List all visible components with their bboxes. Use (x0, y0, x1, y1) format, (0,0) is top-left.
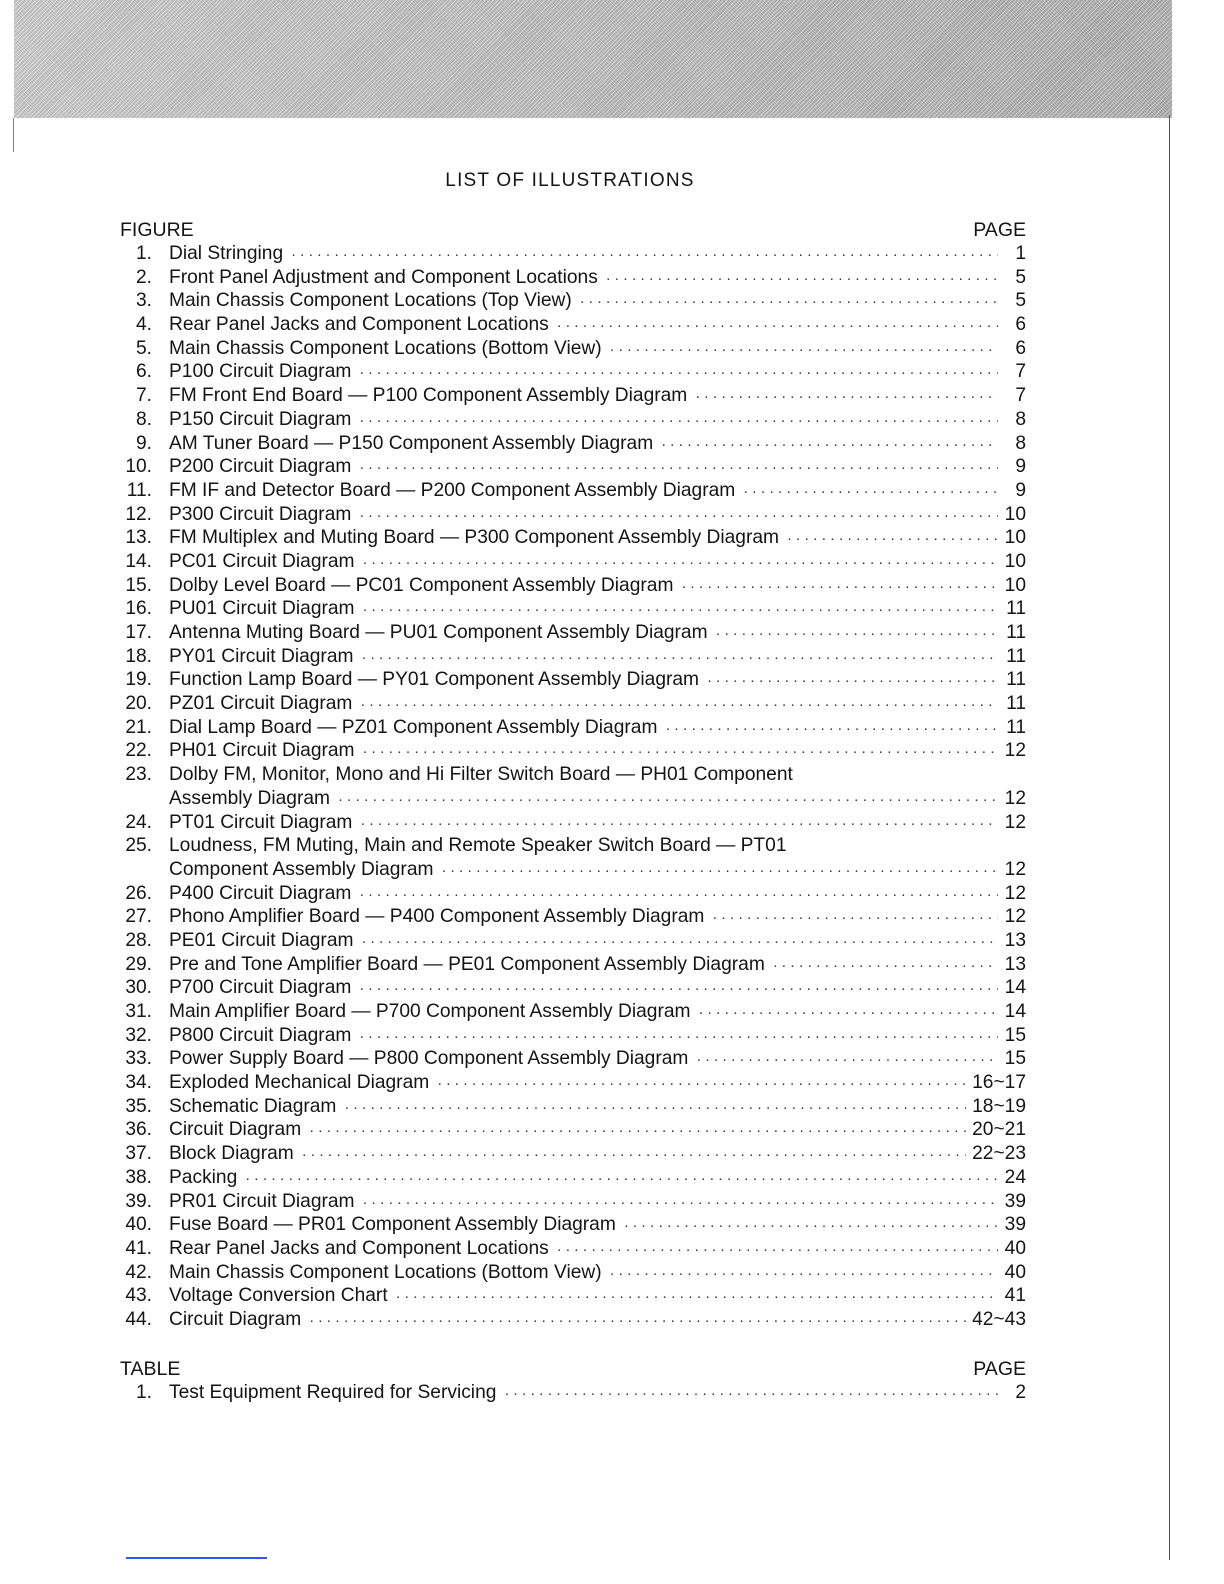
figure-entry (118, 1166, 1026, 1190)
figure-entry (118, 526, 1026, 550)
entry-number: 16. (125, 598, 152, 620)
entry-title: PY01 Circuit Diagram (169, 645, 354, 667)
figure-entry (118, 882, 1026, 906)
entry-number: 37. (125, 1143, 152, 1165)
entry-page: 40 (1004, 1261, 1026, 1283)
entry-title: Power Supply Board — P800 Component Assembly Diagram (169, 1048, 689, 1070)
dot-leader (665, 717, 998, 741)
page-edge-right (1169, 115, 1170, 1560)
figure-entry (118, 763, 1026, 787)
dot-leader (610, 1262, 998, 1286)
entry-page: 39 (1004, 1214, 1026, 1236)
entry-page: 14 (1004, 1001, 1026, 1022)
footer-rule (126, 1557, 267, 1559)
figure-entry (118, 739, 1026, 763)
dot-leader (359, 883, 998, 907)
entry-page: 10 (1004, 550, 1026, 572)
entry-page: 11 (1006, 693, 1026, 715)
entry-page: 11 (1006, 598, 1026, 620)
entry-number: 44. (125, 1308, 152, 1330)
entry-number: 36. (125, 1119, 152, 1141)
entry-title: Rear Panel Jacks and Component Locations (169, 1237, 549, 1259)
entry-page: 39 (1004, 1190, 1026, 1212)
dot-leader (773, 954, 998, 978)
entry-title: FM Multiplex and Muting Board — P300 Component Assembly Diagram (169, 527, 780, 549)
dot-leader (338, 788, 998, 812)
figure-entry (118, 1308, 1026, 1332)
entry-page: 24 (1004, 1166, 1026, 1188)
entry-title: Function Lamp Board — PY01 Component Assembly Diagram (169, 669, 700, 691)
table-section-header (120, 1357, 1026, 1381)
entry-title: Component Assembly Diagram (169, 858, 434, 880)
figure-entry (118, 976, 1026, 1000)
figure-entry (118, 408, 1026, 432)
figure-entry (118, 1118, 1026, 1142)
dot-leader (437, 1072, 966, 1096)
entry-number: 1. (135, 243, 152, 264)
figure-column-label: FIGURE (120, 218, 194, 241)
figure-entry (118, 1047, 1026, 1071)
dot-leader (245, 1167, 998, 1191)
entry-title: Loudness, FM Muting, Main and Remote Speaker Switch Board — PT01 (169, 835, 787, 857)
entry-number: 38. (125, 1166, 152, 1188)
entry-page: 6 (1015, 314, 1026, 336)
dot-leader (661, 433, 998, 457)
dot-leader (606, 267, 998, 291)
entry-page: 15 (1004, 1048, 1026, 1070)
figure-entry (118, 1190, 1026, 1214)
entry-title: Antenna Muting Board — PU01 Component Assembly Diagram (169, 622, 708, 643)
entry-number: 13. (125, 527, 152, 549)
figure-entry (118, 384, 1026, 408)
entry-title: P400 Circuit Diagram (169, 882, 352, 904)
entry-title: Main Chassis Component Locations (Bottom View) (169, 337, 602, 359)
entry-page: 12 (1004, 858, 1026, 880)
entry-number: 12. (125, 503, 152, 525)
entry-title: PR01 Circuit Diagram (169, 1190, 355, 1212)
entry-title: Circuit Diagram (169, 1308, 302, 1330)
figure-section-header (120, 218, 1026, 242)
entry-page: 15 (1004, 1024, 1026, 1046)
figure-entry (118, 360, 1026, 384)
figure-entry (118, 645, 1026, 669)
figure-entry-continued (118, 787, 1026, 811)
entry-number: 4. (135, 314, 152, 336)
entry-number: 42. (125, 1261, 152, 1283)
entry-number: 34. (125, 1072, 152, 1094)
figure-entry (118, 905, 1026, 929)
entry-number: 28. (125, 929, 152, 951)
dot-leader (359, 977, 998, 1001)
figure-entry (118, 574, 1026, 598)
dot-leader (360, 693, 998, 717)
figure-entry (118, 289, 1026, 313)
entry-title: P100 Circuit Diagram (169, 361, 352, 383)
page-column-label: PAGE (973, 1357, 1026, 1380)
figure-list (118, 242, 1026, 1332)
dot-leader (359, 504, 998, 528)
entry-number: 30. (125, 977, 152, 999)
table-list (118, 1381, 1026, 1405)
entry-number: 23. (125, 764, 152, 786)
entry-number: 11. (126, 479, 152, 501)
dot-leader (624, 1214, 998, 1238)
entry-title: Main Chassis Component Locations (Bottom View) (169, 1261, 602, 1283)
entry-page: 12 (1004, 811, 1026, 833)
figure-entry (118, 1237, 1026, 1261)
entry-number: 27. (125, 906, 152, 928)
entry-number: 15. (125, 574, 152, 596)
page-title: LIST OF ILLUSTRATIONS (445, 170, 695, 191)
figure-entry (118, 692, 1026, 716)
entry-number: 17. (125, 622, 152, 643)
entry-page: 11 (1006, 645, 1026, 667)
figure-entry (118, 550, 1026, 574)
dot-leader (363, 551, 998, 575)
entry-title: Exploded Mechanical Diagram (169, 1072, 430, 1094)
entry-title: Front Panel Adjustment and Component Locations (169, 266, 598, 288)
entry-title: Pre and Tone Amplifier Board — PE01 Component Assembly Diagram (169, 953, 765, 975)
figure-entry (118, 1024, 1026, 1048)
entry-title: P300 Circuit Diagram (169, 503, 352, 525)
entry-title: Block Diagram (169, 1143, 294, 1165)
dot-leader (504, 1382, 998, 1406)
entry-title: Voltage Conversion Chart (169, 1285, 388, 1307)
figure-entry (118, 1284, 1026, 1308)
dot-leader (787, 527, 998, 551)
entry-page: 10 (1004, 574, 1026, 596)
entry-page: 11 (1006, 716, 1026, 738)
figure-entry (118, 811, 1026, 835)
entry-number: 31. (125, 1001, 152, 1022)
entry-page: 8 (1015, 408, 1026, 430)
figure-entry (118, 337, 1026, 361)
entry-title: Circuit Diagram (169, 1119, 302, 1141)
entry-number: 43. (125, 1285, 152, 1307)
entry-page: 13 (1004, 929, 1026, 951)
table-column-label: TABLE (120, 1357, 181, 1380)
entry-page: 5 (1015, 266, 1026, 288)
dot-leader (580, 290, 998, 314)
entry-page: 5 (1015, 290, 1026, 312)
entry-title: FM Front End Board — P100 Component Assembly Diagram (169, 385, 688, 407)
figure-entry (118, 1142, 1026, 1166)
entry-page: 10 (1004, 527, 1026, 549)
entry-number: 32. (125, 1024, 152, 1046)
entry-title: Dial Stringing (169, 243, 284, 264)
entry-page: 11 (1006, 669, 1026, 691)
entry-number: 2. (135, 266, 152, 288)
dot-leader (699, 1001, 999, 1025)
entry-page: 9 (1015, 479, 1026, 501)
entry-title: Packing (169, 1166, 238, 1188)
figure-entry (118, 266, 1026, 290)
entry-number: 35. (125, 1095, 152, 1117)
entry-page: 12 (1004, 906, 1026, 928)
dot-leader (707, 669, 998, 693)
entry-title: Schematic Diagram (169, 1095, 337, 1117)
dot-leader (291, 243, 998, 267)
figure-entry (118, 668, 1026, 692)
dot-leader (557, 314, 998, 338)
page-column-label: PAGE (973, 218, 1026, 241)
entry-number: 26. (125, 882, 152, 904)
entry-title: Test Equipment Required for Servicing (169, 1382, 497, 1403)
figure-entry (118, 597, 1026, 621)
entry-title: Rear Panel Jacks and Component Locations (169, 314, 549, 336)
entry-page: 7 (1015, 385, 1026, 407)
entry-title: Dial Lamp Board — PZ01 Component Assembly Diagram (169, 716, 658, 738)
entry-number: 1. (135, 1382, 152, 1403)
entry-number: 8. (135, 408, 152, 430)
figure-entry (118, 1000, 1026, 1024)
entry-title: Dolby FM, Monitor, Mono and Hi Filter Switch Board — PH01 Component (169, 764, 793, 786)
entry-page: 10 (1004, 503, 1026, 525)
dot-leader (344, 1096, 966, 1120)
dot-leader (360, 812, 998, 836)
entry-number: 41. (125, 1237, 152, 1259)
figure-entry (118, 479, 1026, 503)
dot-leader (363, 740, 998, 764)
entry-number: 40. (125, 1214, 152, 1236)
entry-page: 16~17 (972, 1072, 1026, 1094)
dot-leader (681, 575, 998, 599)
dot-leader (363, 1191, 998, 1215)
entry-title: AM Tuner Board — P150 Component Assembly Diagram (169, 432, 654, 454)
figure-entry-continued (118, 858, 1026, 882)
dot-leader (361, 930, 998, 954)
entry-title: P700 Circuit Diagram (169, 977, 352, 999)
header-banner (14, 0, 1172, 118)
dot-leader (363, 598, 998, 622)
figure-entry (118, 716, 1026, 740)
dot-leader (743, 480, 998, 504)
entry-page: 42~43 (972, 1308, 1026, 1330)
figure-entry (118, 503, 1026, 527)
figure-entry (118, 455, 1026, 479)
entry-page: 14 (1004, 977, 1026, 999)
entry-page: 2 (1015, 1382, 1026, 1403)
dot-leader (309, 1119, 966, 1143)
entry-number: 3. (135, 290, 152, 312)
figure-entry (118, 1213, 1026, 1237)
dot-leader (309, 1309, 966, 1333)
entry-number: 10. (125, 456, 152, 478)
dot-leader (441, 859, 998, 883)
figure-entry (118, 1261, 1026, 1285)
dot-leader (359, 361, 998, 385)
dot-leader (695, 385, 998, 409)
entry-page: 7 (1015, 361, 1026, 383)
entry-number: 33. (125, 1048, 152, 1070)
entry-page: 41 (1004, 1285, 1026, 1307)
entry-page: 6 (1015, 337, 1026, 359)
entry-number: 20. (125, 693, 152, 715)
entry-number: 39. (125, 1190, 152, 1212)
figure-entry (118, 1071, 1026, 1095)
entry-number: 24. (125, 811, 152, 833)
entry-title: P200 Circuit Diagram (169, 456, 352, 478)
entry-page: 9 (1015, 456, 1026, 478)
entry-number: 7. (135, 385, 152, 407)
table-entry (118, 1381, 1026, 1405)
figure-entry (118, 432, 1026, 456)
entry-page: 20~21 (972, 1119, 1026, 1141)
entry-title: Phono Amplifier Board — P400 Component Assembly Diagram (169, 906, 705, 928)
dot-leader (557, 1238, 998, 1262)
page-edge-left (13, 118, 14, 152)
entry-title: PZ01 Circuit Diagram (169, 693, 353, 715)
dot-leader (361, 646, 998, 670)
entry-number: 9. (135, 432, 152, 454)
entry-title: FM IF and Detector Board — P200 Component Assembly Diagram (169, 479, 736, 501)
entry-page: 1 (1015, 243, 1026, 264)
entry-page: 18~19 (972, 1095, 1026, 1117)
entry-number: 25. (125, 835, 152, 857)
entry-title: P150 Circuit Diagram (169, 408, 352, 430)
entry-number: 21. (125, 716, 152, 738)
entry-number: 5. (135, 337, 152, 359)
figure-entry (118, 1095, 1026, 1119)
entry-page: 12 (1004, 787, 1026, 809)
entry-page: 13 (1004, 953, 1026, 975)
entry-page: 40 (1004, 1237, 1026, 1259)
entry-number: 29. (125, 953, 152, 975)
entry-title: Fuse Board — PR01 Component Assembly Diagram (169, 1214, 616, 1236)
dot-leader (716, 622, 998, 646)
entry-title: PE01 Circuit Diagram (169, 929, 354, 951)
entry-page: 12 (1004, 882, 1026, 904)
entry-title: PH01 Circuit Diagram (169, 740, 355, 762)
entry-page: 22~23 (972, 1143, 1026, 1165)
dot-leader (302, 1143, 966, 1167)
dot-leader (396, 1285, 998, 1309)
entry-title: PC01 Circuit Diagram (169, 550, 355, 572)
dot-leader (359, 456, 998, 480)
entry-number: 18. (125, 645, 152, 667)
figure-entry (118, 929, 1026, 953)
entry-page: 8 (1015, 432, 1026, 454)
dot-leader (696, 1048, 998, 1072)
entry-title: Dolby Level Board — PC01 Component Assembly Diagram (169, 574, 674, 596)
entry-title: Main Chassis Component Locations (Top View) (169, 290, 572, 312)
entry-title: PT01 Circuit Diagram (169, 811, 353, 833)
figure-entry (118, 834, 1026, 858)
entry-title: Assembly Diagram (169, 787, 331, 809)
entry-title: Main Amplifier Board — P700 Component Assembly Diagram (169, 1001, 691, 1022)
dot-leader (610, 338, 998, 362)
figure-entry (118, 953, 1026, 977)
entry-number: 19. (125, 669, 152, 691)
entry-title: PU01 Circuit Diagram (169, 598, 355, 620)
entry-number: 14. (125, 550, 152, 572)
dot-leader (359, 1025, 998, 1049)
figure-entry (118, 242, 1026, 266)
entry-number: 6. (135, 361, 152, 383)
entry-number: 22. (125, 740, 152, 762)
entry-page: 12 (1004, 740, 1026, 762)
figure-entry (118, 313, 1026, 337)
entry-page: 11 (1006, 622, 1026, 643)
entry-title: P800 Circuit Diagram (169, 1024, 352, 1046)
dot-leader (359, 409, 998, 433)
dot-leader (712, 906, 998, 930)
figure-entry (118, 621, 1026, 645)
